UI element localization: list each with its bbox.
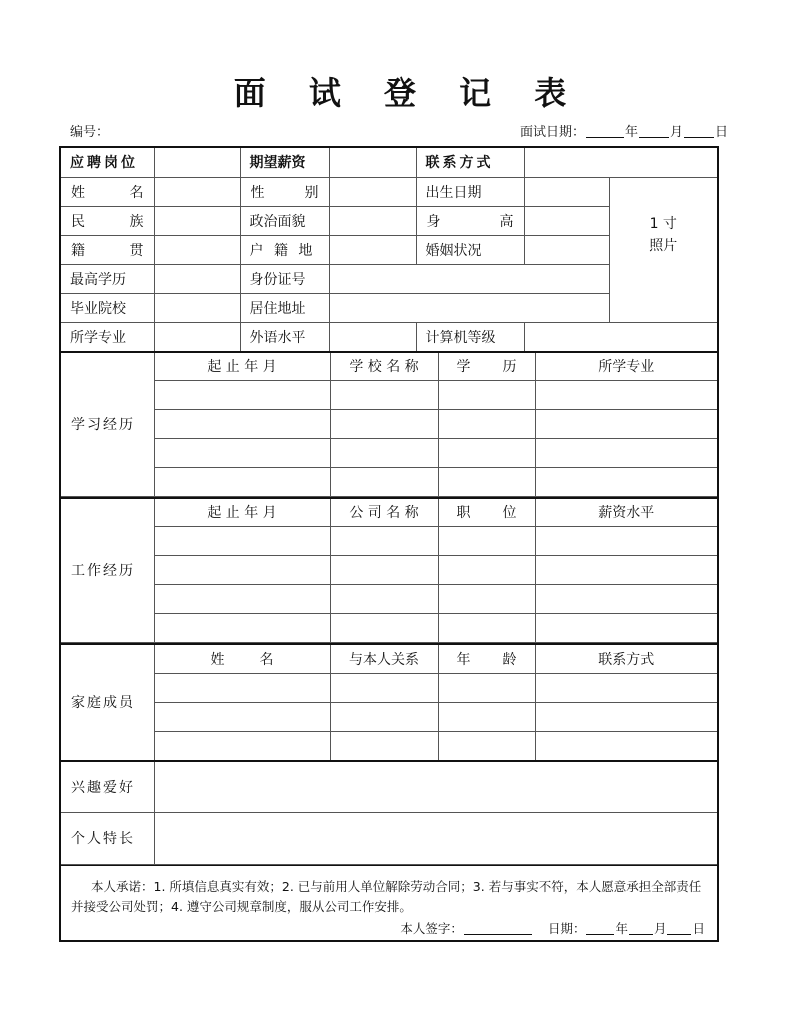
sign-day-blank[interactable] [667,921,691,935]
skill-label: 个人特长 [61,812,154,864]
contact-value[interactable] [524,148,717,177]
signature-blank[interactable] [464,921,532,935]
number-label: 编号： [70,125,110,140]
work-company-header: 公 司 名 称 [330,498,438,526]
work-section-label: 工作经历 [61,498,154,642]
study-school-header: 学 校 名 称 [330,352,438,380]
position-value[interactable] [154,148,240,177]
sign-date-label: 日期： [547,921,586,936]
family-contact-header: 联系方式 [535,644,717,673]
photo-size-text: 1 寸 [649,215,677,232]
contact-label: 联系方式 [416,148,524,177]
table-row [61,702,717,731]
study-major-header: 所学专业 [535,352,717,380]
basic-info-table [61,148,717,352]
interview-month-blank[interactable] [639,124,669,138]
table-row [61,467,717,496]
address-value[interactable] [329,293,609,322]
table-row [61,438,717,467]
hobby-label: 兴趣爱好 [61,761,154,812]
sign-month-blank[interactable] [629,921,653,935]
signature-label: 本人签字： [400,921,463,936]
work-period-header: 起 止 年 月 [154,498,330,526]
number-field [70,121,109,140]
photo-text: 照片 [649,237,678,254]
table-row [61,584,717,613]
sign-day-label: 日 [692,921,705,936]
table-row [61,613,717,642]
computer-label: 计算机等级 [416,322,524,351]
study-period-header: 起 止 年 月 [154,352,330,380]
hobby-value[interactable] [154,761,717,812]
height-value[interactable] [524,206,609,235]
signature-row [400,919,705,937]
hukou-value[interactable] [329,235,416,264]
gender-label: 性 别 [240,177,329,206]
table-row [61,380,717,409]
table-row [61,409,717,438]
computer-value[interactable] [524,322,717,351]
marital-value[interactable] [524,235,609,264]
interview-day-blank[interactable] [684,124,714,138]
political-label: 政治面貌 [240,206,329,235]
position-label: 应聘岗位 [61,148,154,177]
form-title: 面 试 登 记 表 [233,74,583,112]
origin-label: 籍 贯 [61,235,154,264]
family-section-label: 家庭成员 [61,644,154,760]
gender-value[interactable] [329,177,416,206]
sign-year-blank[interactable] [586,921,614,935]
work-salary-header: 薪资水平 [535,498,717,526]
birth-label: 出生日期 [416,177,524,206]
hukou-label: 户 籍 地 [240,235,329,264]
language-value[interactable] [329,322,416,351]
major-value[interactable] [154,322,240,351]
ethnicity-value[interactable] [154,206,240,235]
interview-date-field [520,121,728,140]
birth-value[interactable] [524,177,609,206]
table-row [61,731,717,760]
language-label: 外语水平 [240,322,329,351]
ethnicity-label: 民 族 [61,206,154,235]
name-label: 姓 名 [61,177,154,206]
table-row [61,673,717,702]
education-value[interactable] [154,264,240,293]
interview-year-blank[interactable] [586,124,624,138]
name-value[interactable] [154,177,240,206]
salary-label: 期望薪资 [240,148,329,177]
table-row [61,555,717,584]
pledge-section [61,865,717,941]
political-value[interactable] [329,206,416,235]
day-label: 日 [714,125,728,140]
work-position-header: 职 位 [438,498,535,526]
work-table [61,497,717,643]
interview-date-label: 面试日期： [519,125,585,140]
address-label: 居住地址 [240,293,329,322]
pledge-text: 本人承诺：1. 所填信息真实有效；2. 已与前用人单位解除劳动合同；3. 若与事实不符，本人愿意承担全部责任并接受公司处罚；4. 遵守公司规章制度，服从公司工作安排。 [71,879,702,914]
marital-label: 婚姻状况 [416,235,524,264]
idcard-label: 身份证号 [240,264,329,293]
family-age-header: 年 龄 [438,644,535,673]
skill-value[interactable] [154,812,717,864]
family-table [61,643,717,761]
month-label: 月 [669,125,683,140]
family-relation-header: 与本人关系 [330,644,438,673]
salary-value[interactable] [329,148,416,177]
hobby-skill-table [61,760,717,865]
sign-year-label: 年 [615,921,628,936]
year-label: 年 [624,125,638,140]
origin-value[interactable] [154,235,240,264]
height-label: 身 高 [416,206,524,235]
table-row [61,526,717,555]
photo-box[interactable] [609,177,717,322]
form-sheet [59,146,719,942]
education-label: 最高学历 [61,264,154,293]
sign-month-label: 月 [653,921,667,936]
study-table [61,351,717,497]
school-value[interactable] [154,293,240,322]
study-section-label: 学习经历 [61,352,154,496]
study-degree-header: 学 历 [438,352,535,380]
family-name-header: 姓 名 [154,644,330,673]
idcard-value[interactable] [329,264,609,293]
major-label: 所学专业 [61,322,154,351]
school-label: 毕业院校 [61,293,154,322]
